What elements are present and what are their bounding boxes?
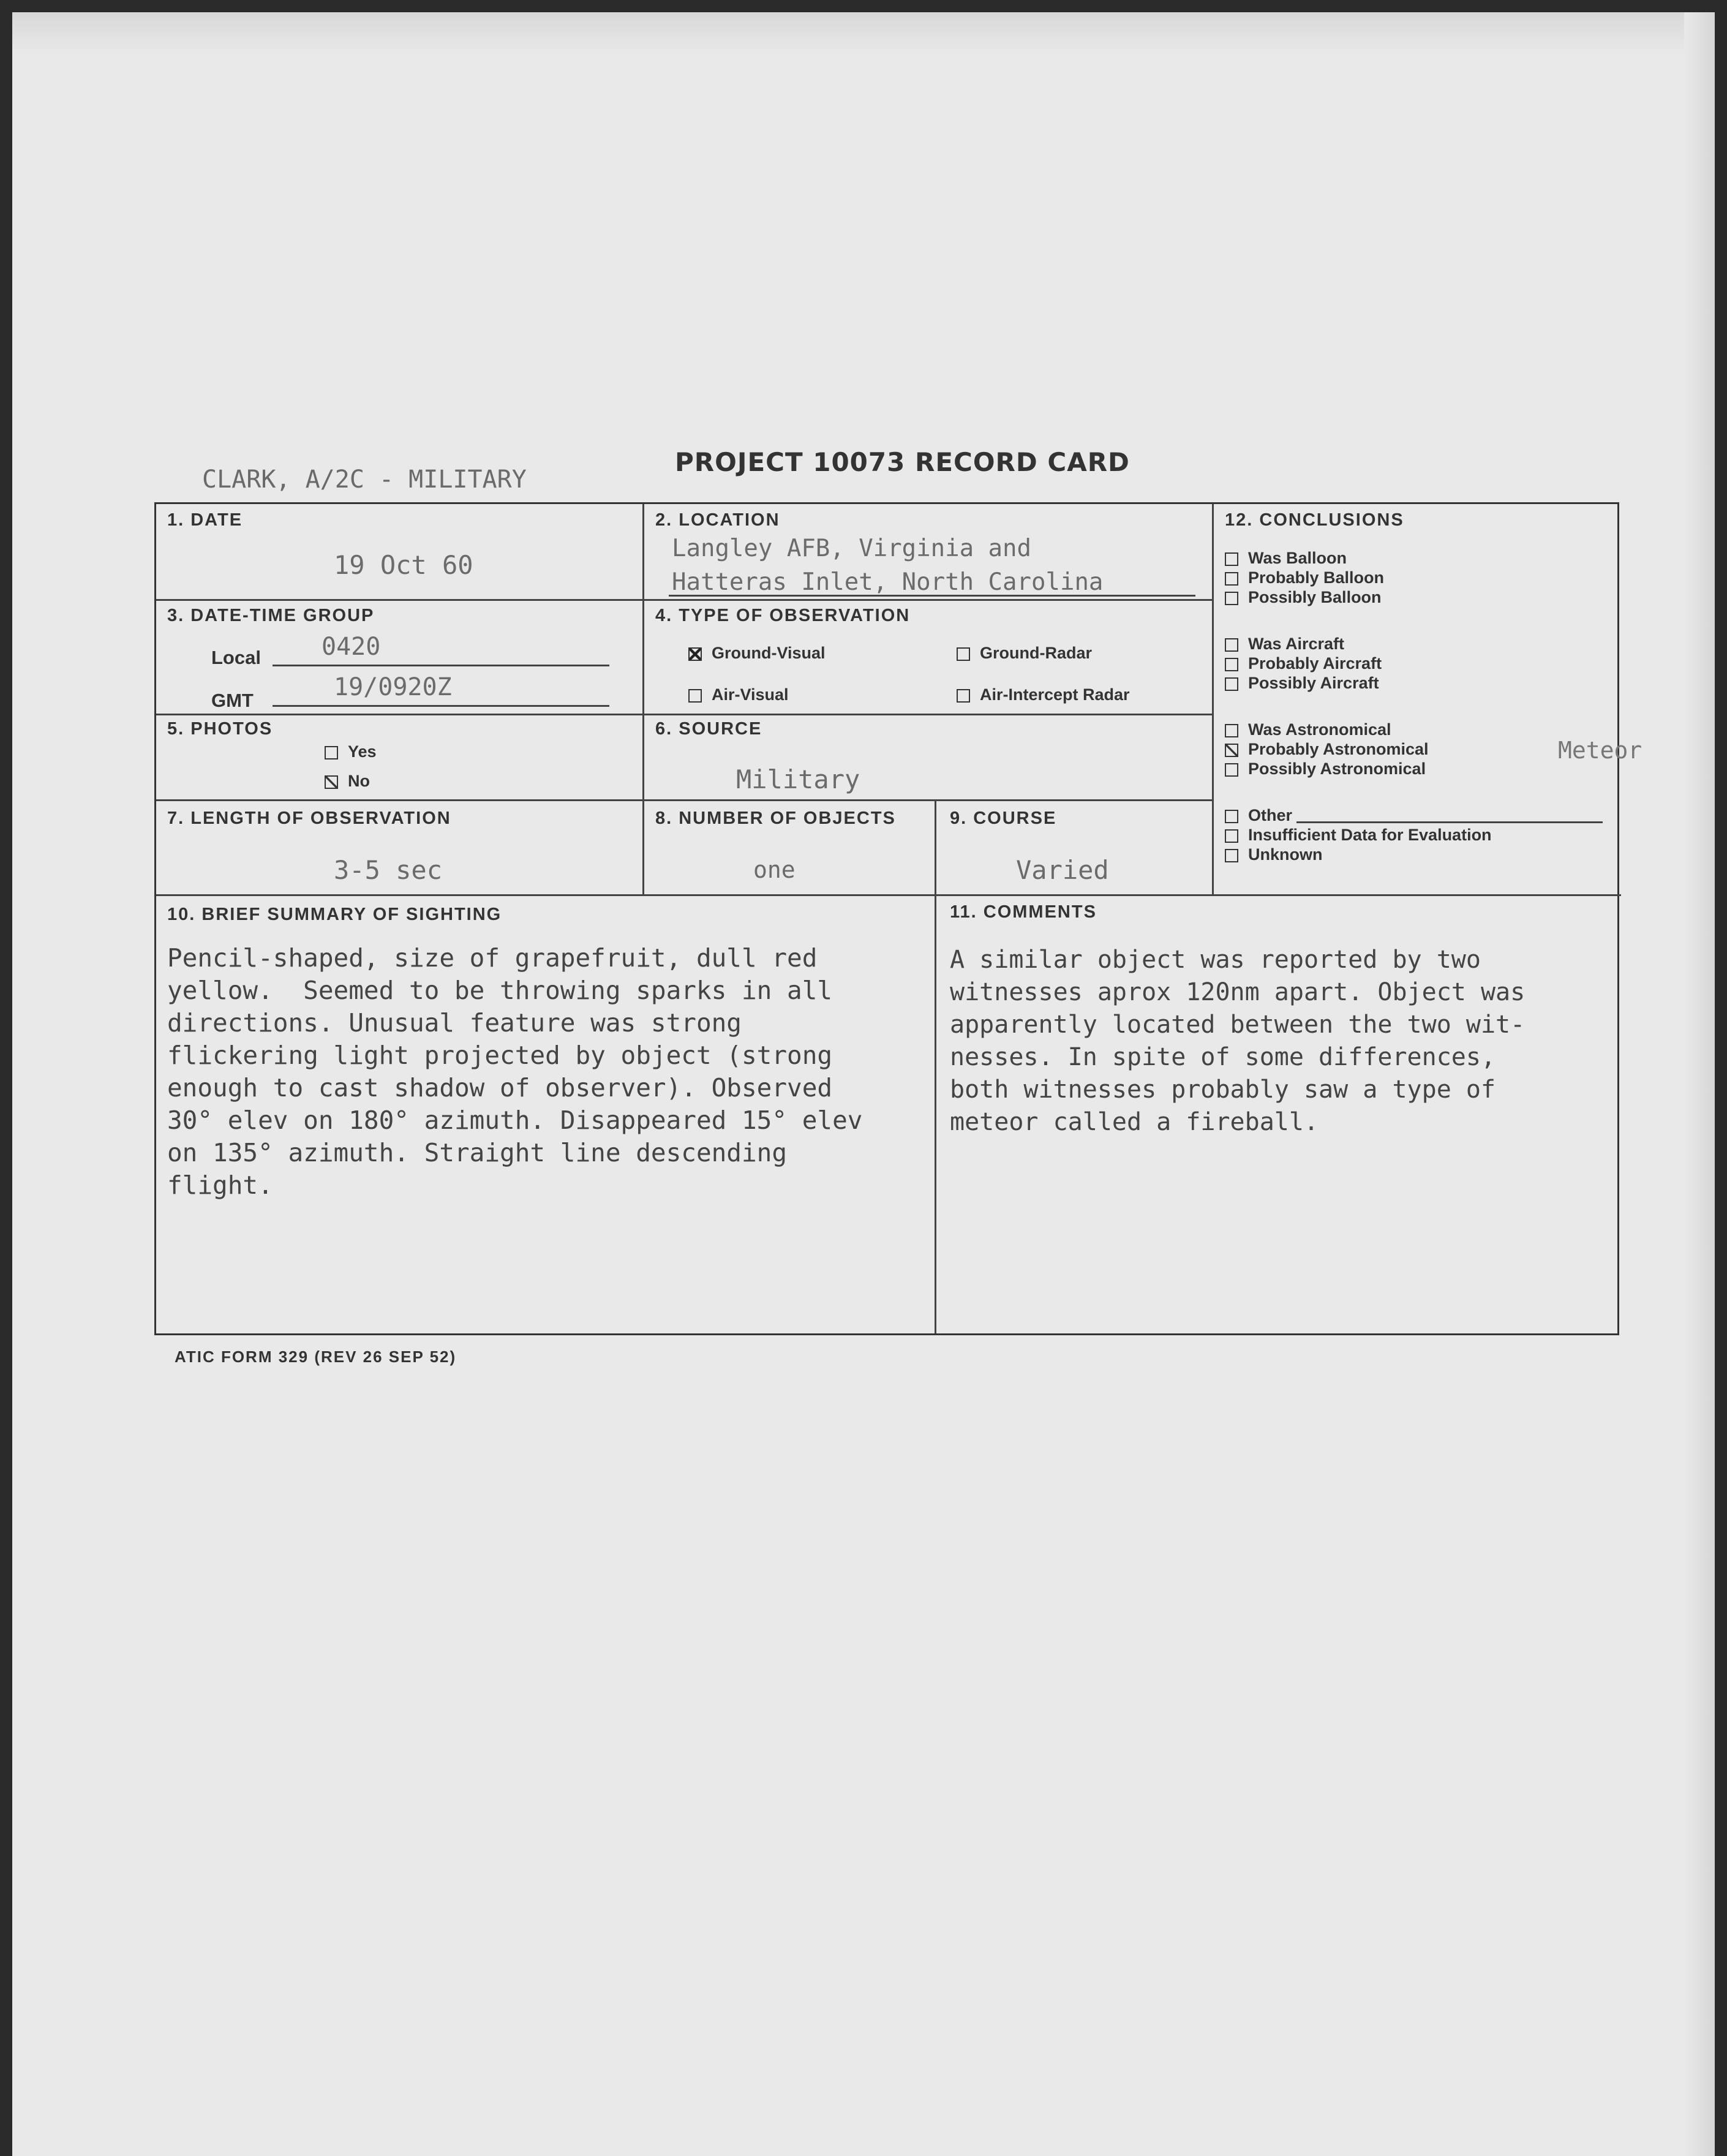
record-card <box>154 502 1642 1335</box>
summary-line: flight. <box>167 1170 273 1200</box>
checkbox-icon <box>1225 829 1238 843</box>
option-air-visual: Air-Visual <box>688 685 789 704</box>
conclusion-probably-balloon: Probably Balloon <box>1225 568 1384 587</box>
comments-line: both witnesses probably saw a type of <box>950 1076 1496 1104</box>
conclusion-possibly-balloon: Possibly Balloon <box>1225 587 1382 607</box>
option-photos-no: No <box>325 772 370 791</box>
length-label: 7. LENGTH OF OBSERVATION <box>167 809 451 828</box>
conclusion-possibly-aircraft: Possibly Aircraft <box>1225 673 1379 693</box>
option-air-intercept-radar: Air-Intercept Radar <box>957 685 1130 704</box>
conclusion-was-aircraft: Was Aircraft <box>1225 634 1344 654</box>
conclusions-cell <box>1214 504 1642 896</box>
course-cell <box>936 801 1214 896</box>
comments-line: meteor called a fireball. <box>950 1108 1319 1136</box>
summary-line: on 135° azimuth. Straight line descending <box>167 1138 788 1167</box>
conclusion-insufficient-data: Insufficient Data for Evaluation <box>1225 825 1492 845</box>
summary-cell <box>156 896 936 1333</box>
checkbox-icon <box>325 746 338 760</box>
checked-checkbox-icon <box>325 775 338 789</box>
location-underline <box>669 595 1195 597</box>
observer-name: CLARK, A/2C - MILITARY <box>202 466 527 494</box>
source-value: Military <box>736 764 860 794</box>
length-value: 3-5 sec <box>334 855 443 885</box>
objects-label: 8. NUMBER OF OBJECTS <box>655 809 896 828</box>
gmt-label: GMT <box>211 690 254 711</box>
checkbox-icon <box>957 647 970 661</box>
checkbox-icon <box>1225 552 1238 566</box>
summary-label: 10. BRIEF SUMMARY OF SIGHTING <box>167 905 502 924</box>
conclusions-label: 12. CONCLUSIONS <box>1225 510 1404 530</box>
checkbox-icon <box>1225 849 1238 862</box>
conclusion-other: Other <box>1225 805 1292 825</box>
observation-type-label: 4. TYPE OF OBSERVATION <box>655 606 911 625</box>
checkbox-icon <box>1225 658 1238 671</box>
length-cell <box>156 801 644 896</box>
option-photos-yes: Yes <box>325 742 377 761</box>
gmt-underline <box>273 705 609 707</box>
location-line-2: Hatteras Inlet, North Carolina <box>672 568 1104 596</box>
checkbox-icon <box>1225 763 1238 777</box>
checkbox-icon <box>1225 638 1238 652</box>
location-label: 2. LOCATION <box>655 510 780 530</box>
summary-line: directions. Unusual feature was strong <box>167 1008 742 1038</box>
checked-checkbox-icon <box>1225 744 1238 757</box>
conclusion-was-balloon: Was Balloon <box>1225 548 1347 568</box>
checkbox-icon <box>1225 724 1238 737</box>
summary-line: 30° elev on 180° azimuth. Disappeared 15° elev <box>167 1106 863 1135</box>
checkbox-icon <box>1225 592 1238 605</box>
conclusion-annotation: Meteor <box>1558 737 1642 764</box>
comments-line: witnesses aprox 120nm apart. Object was <box>950 978 1526 1006</box>
checkbox-icon <box>1225 572 1238 586</box>
date-value: 19 Oct 60 <box>334 550 473 580</box>
comments-line: nesses. In spite of some differences, <box>950 1043 1496 1071</box>
objects-cell <box>644 801 936 896</box>
form-footer: ATIC FORM 329 (REV 26 SEP 52) <box>175 1348 457 1366</box>
course-label: 9. COURSE <box>950 809 1057 828</box>
gmt-value: 19/0920Z <box>334 673 452 701</box>
photos-cell <box>156 715 644 801</box>
location-line-1: Langley AFB, Virginia and <box>672 535 1031 562</box>
conclusion-possibly-astronomical: Possibly Astronomical <box>1225 759 1426 778</box>
comments-line: apparently located between the two wit- <box>950 1011 1526 1039</box>
date-label: 1. DATE <box>167 510 243 530</box>
checkbox-icon <box>1225 677 1238 691</box>
location-cell <box>644 504 1214 601</box>
document-sheet <box>12 12 1715 2156</box>
option-ground-visual: Ground-Visual <box>688 644 826 663</box>
objects-value: one <box>753 856 796 883</box>
conclusion-was-astronomical: Was Astronomical <box>1225 720 1391 739</box>
source-cell <box>644 715 1214 801</box>
photos-label: 5. PHOTOS <box>167 719 273 739</box>
course-value: Varied <box>1016 855 1109 885</box>
form-title: PROJECT 10073 RECORD CARD <box>675 447 1130 477</box>
scan-right-edge <box>1684 12 1715 2156</box>
local-underline <box>273 665 609 666</box>
local-label: Local <box>211 647 261 668</box>
comments-cell <box>936 896 1621 1333</box>
checked-checkbox-icon <box>688 647 702 661</box>
summary-line: enough to cast shadow of observer). Observed <box>167 1073 833 1102</box>
checkbox-icon <box>957 689 970 703</box>
source-label: 6. SOURCE <box>655 719 762 739</box>
observation-type-cell <box>644 601 1214 715</box>
checkbox-icon <box>1225 810 1238 823</box>
option-ground-radar: Ground-Radar <box>957 644 1092 663</box>
local-value: 0420 <box>322 633 381 661</box>
summary-line: flickering light projected by object (strong <box>167 1041 833 1070</box>
summary-line: Pencil-shaped, size of grapefruit, dull red <box>167 943 818 973</box>
datetime-label: 3. DATE-TIME GROUP <box>167 606 375 625</box>
summary-line: yellow. Seemed to be throwing sparks in all <box>167 976 833 1005</box>
checkbox-icon <box>688 689 702 703</box>
other-underline <box>1296 821 1603 823</box>
comments-line: A similar object was reported by two <box>950 946 1481 974</box>
datetime-cell <box>156 601 644 715</box>
conclusion-unknown: Unknown <box>1225 845 1323 864</box>
date-cell <box>156 504 644 601</box>
conclusion-probably-astronomical: Probably Astronomical <box>1225 739 1429 759</box>
scan-top-edge <box>12 12 1715 55</box>
conclusion-probably-aircraft: Probably Aircraft <box>1225 654 1382 673</box>
comments-label: 11. COMMENTS <box>950 902 1097 922</box>
